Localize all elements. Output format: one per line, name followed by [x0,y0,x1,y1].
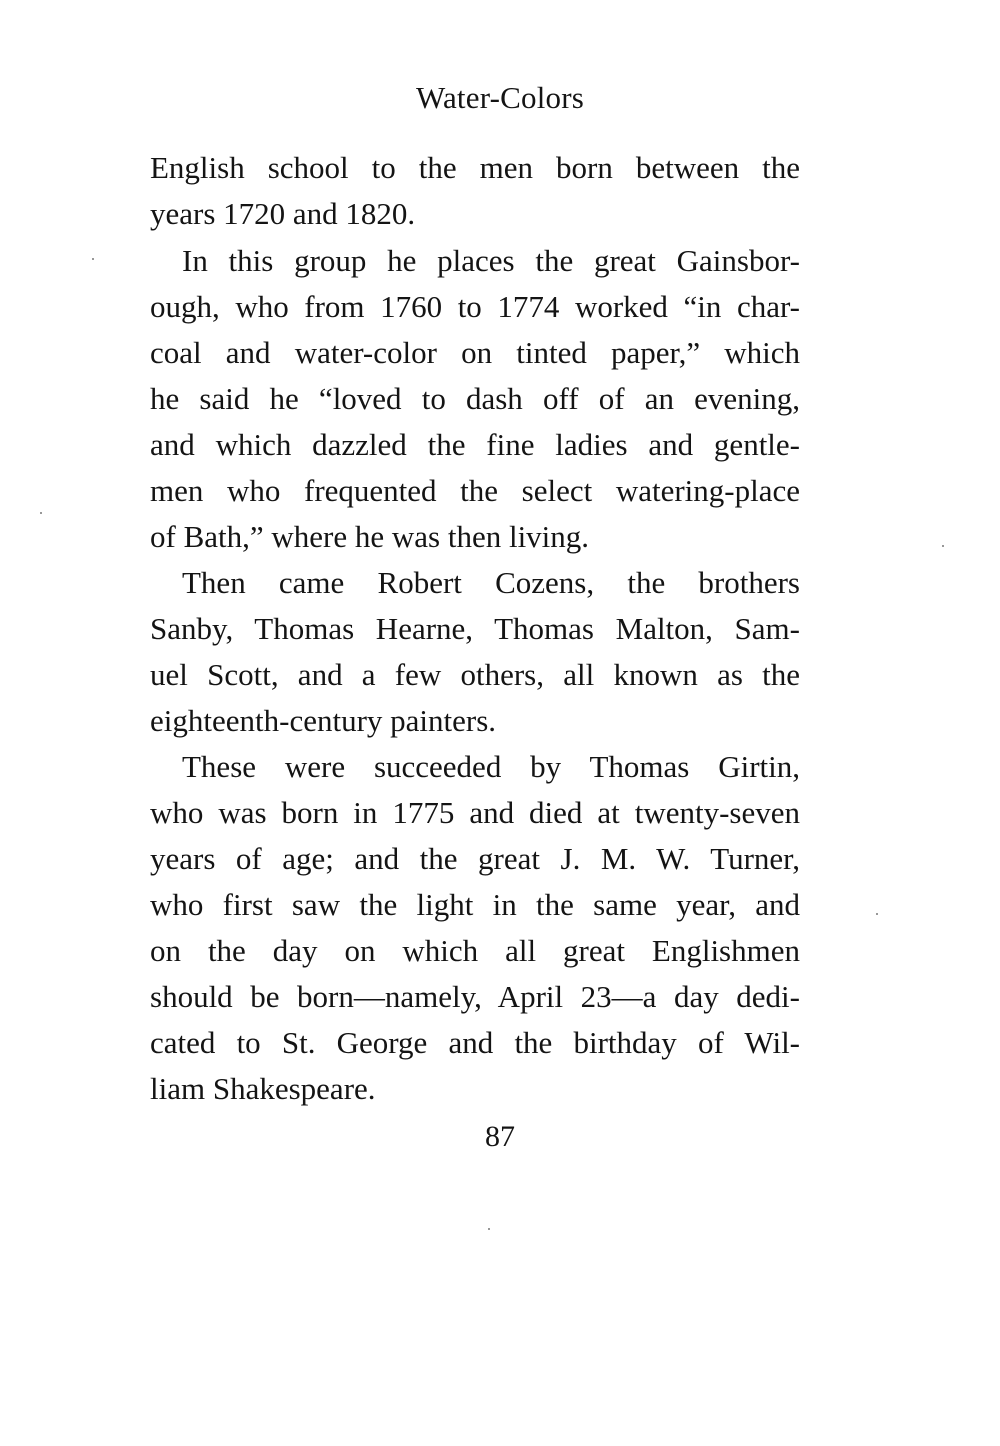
scan-speck [876,913,878,915]
text-line: ough, who from 1760 to 1774 worked “in char- [150,289,800,324]
text-line: English school to the men born between the [150,150,800,185]
text-line: he said he “loved to dash off of an evening, [150,381,800,416]
text-line: of Bath,” where he was then living. [150,519,590,554]
text-line: on the day on which all great Englishmen [150,933,800,968]
text-line: In this group he places the great Gainsbor- [182,243,800,278]
text-line: uel Scott, and a few others, all known as the [150,657,800,692]
running-head: Water-Colors [415,80,584,115]
text-line: years of age; and the great J. M. W. Turner, [150,841,800,876]
scan-speck [488,1228,490,1230]
text-line: should be born—namely, April 23—a day dedi- [150,979,800,1014]
text-line: eighteenth-century painters. [150,703,497,738]
text-line: who was born in 1775 and died at twenty-seven [150,795,800,830]
text-line: and which dazzled the fine ladies and gentle- [150,427,800,462]
text-line: who first saw the light in the same year, and [150,887,800,922]
text-line: men who frequented the select watering-place [150,473,800,508]
text-line: Then came Robert Cozens, the brothers [182,565,800,600]
text-line: coal and water-color on tinted paper,” which [150,335,800,370]
text-line: These were succeeded by Thomas Girtin, [182,749,800,784]
scan-speck [40,512,42,514]
text-line: liam Shakespeare. [150,1071,376,1106]
scan-speck [942,545,944,547]
text-line: Sanby, Thomas Hearne, Thomas Malton, Sam- [150,611,800,646]
text-line: years 1720 and 1820. [150,196,416,231]
text-line: cated to St. George and the birthday of Wil- [150,1025,800,1060]
page-number: 87 [485,1120,515,1153]
scan-speck [92,258,94,260]
